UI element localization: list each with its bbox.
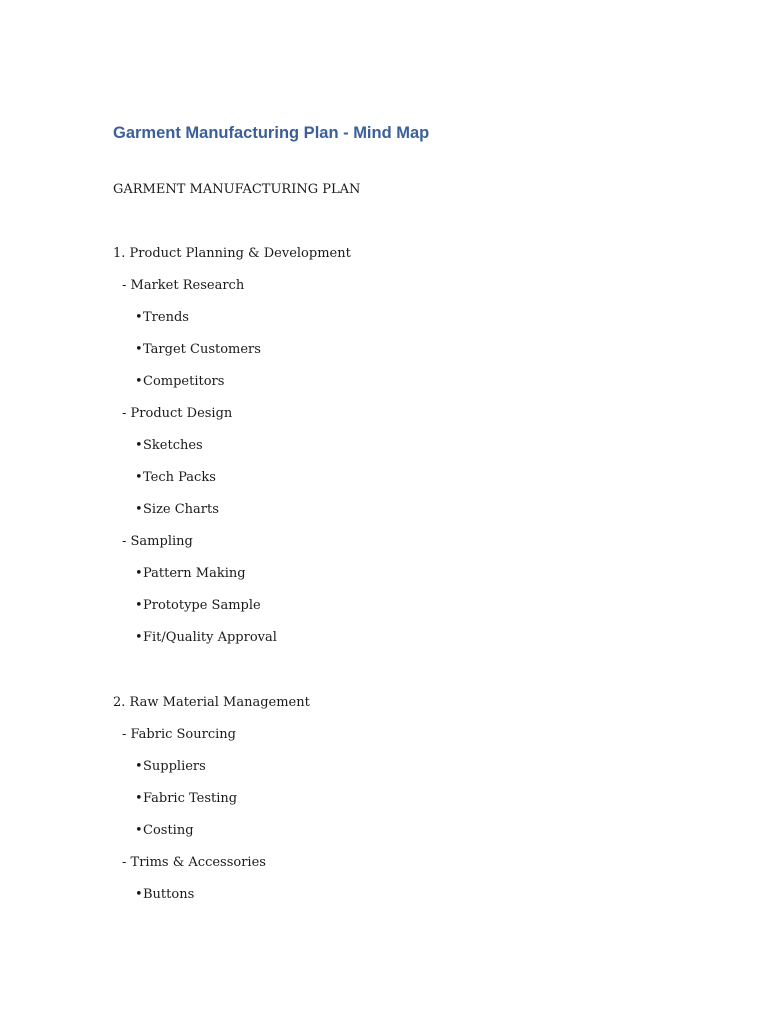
bullet-icon: • xyxy=(135,823,143,838)
list-item-label: Costing xyxy=(143,823,194,838)
subsection-label: - Market Research xyxy=(122,278,245,293)
bullet-icon: • xyxy=(135,438,143,453)
section-heading: 2. Raw Material Management xyxy=(113,695,310,710)
list-item xyxy=(135,501,219,519)
subsection-label: - Trims & Accessories xyxy=(122,855,266,870)
subsection-label: - Fabric Sourcing xyxy=(122,727,236,742)
list-item-label: Size Charts xyxy=(143,502,219,517)
list-item-label: Buttons xyxy=(143,887,195,902)
plan-heading: GARMENT MANUFACTURING PLAN xyxy=(113,182,361,197)
list-item xyxy=(135,790,237,808)
list-item xyxy=(135,469,216,487)
bullet-icon: • xyxy=(135,630,143,645)
bullet-icon: • xyxy=(135,759,143,774)
list-item xyxy=(135,437,203,455)
document-title: Garment Manufacturing Plan - Mind Map xyxy=(113,124,430,142)
subsection-label: - Sampling xyxy=(122,534,193,549)
list-item-label: Prototype Sample xyxy=(143,598,261,613)
list-item-label: Tech Packs xyxy=(143,470,216,485)
bullet-icon: • xyxy=(135,887,143,902)
section-heading: 1. Product Planning & Development xyxy=(113,246,351,261)
list-item-label: Suppliers xyxy=(143,759,206,774)
list-item xyxy=(135,565,246,583)
list-item-label: Competitors xyxy=(143,374,225,389)
list-item xyxy=(135,758,206,776)
list-item xyxy=(135,822,194,840)
list-item xyxy=(135,629,277,647)
list-item-label: Trends xyxy=(143,310,189,325)
bullet-icon: • xyxy=(135,791,143,806)
list-item xyxy=(135,309,189,327)
list-item xyxy=(135,886,194,904)
bullet-icon: • xyxy=(135,598,143,613)
bullet-icon: • xyxy=(135,566,143,581)
list-item xyxy=(135,373,224,391)
bullet-icon: • xyxy=(135,502,143,517)
bullet-icon: • xyxy=(135,374,143,389)
list-item-label: Sketches xyxy=(143,438,203,453)
list-item-label: Target Customers xyxy=(143,342,261,357)
list-item xyxy=(135,597,261,615)
bullet-icon: • xyxy=(135,342,143,357)
bullet-icon: • xyxy=(135,310,143,325)
subsection-label: - Product Design xyxy=(122,406,233,421)
list-item xyxy=(135,341,261,359)
list-item-label: Fabric Testing xyxy=(143,791,238,806)
list-item-label: Pattern Making xyxy=(143,566,246,581)
bullet-icon: • xyxy=(135,470,143,485)
list-item-label: Fit/Quality Approval xyxy=(143,630,277,645)
